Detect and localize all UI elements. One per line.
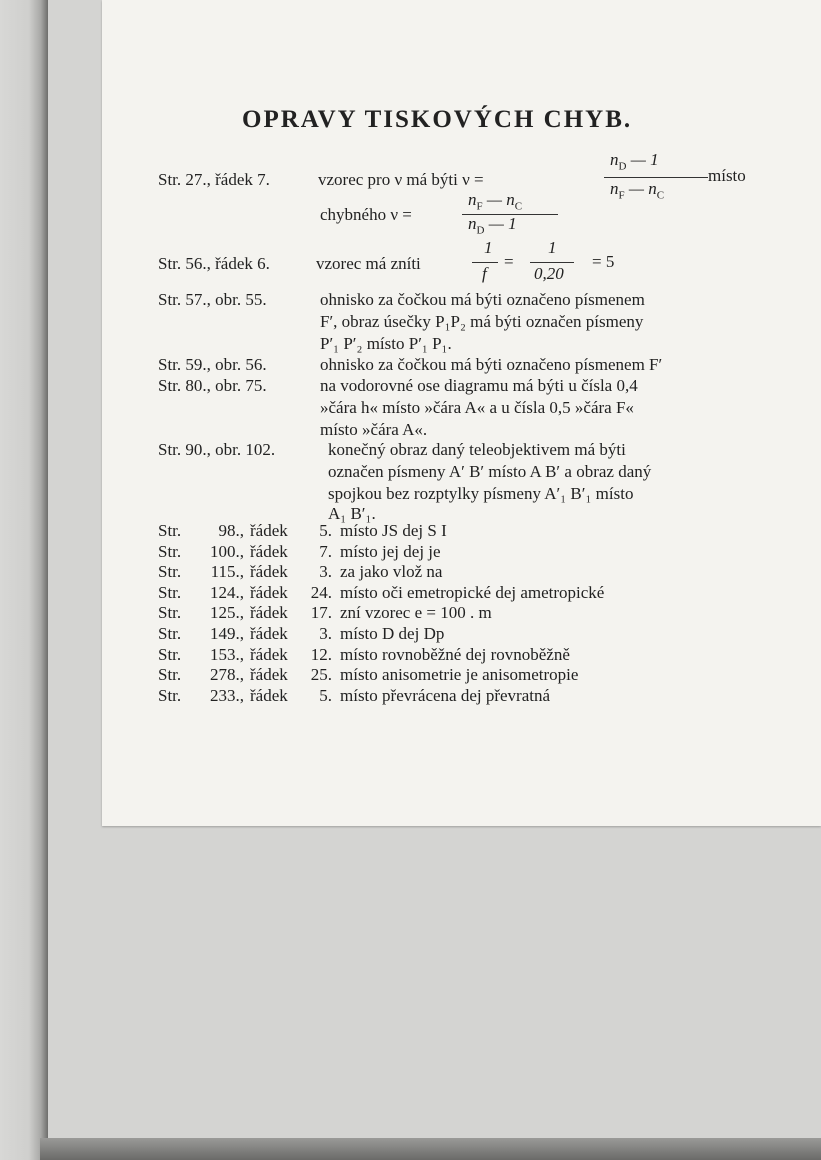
row-correction: zní vzorec e = 100 . m	[340, 603, 492, 623]
row-label: řádek	[250, 603, 288, 623]
entry-text: A₁ B′₁.	[328, 504, 376, 523]
row-correction: místo rovnoběžné dej rovnoběžně	[340, 644, 570, 664]
entry-ref: Str. 90., obr. 102.	[158, 440, 276, 459]
formula-numerator: $n_D$ — 1	[610, 150, 659, 173]
formula-numerator: $n_F$ — $n_C$	[468, 190, 523, 213]
row-correction: místo převrácena dej převratná	[340, 685, 551, 705]
row-page: 149.,	[210, 624, 244, 643]
errata-sheet	[102, 0, 821, 826]
entry-text: spojkou bez rozptylky písmeny A′₁ B′₁ místo	[328, 484, 634, 503]
book-spine	[0, 0, 48, 1160]
row-line-number: 3.	[319, 562, 332, 582]
entry-text: vzorec má zníti	[316, 254, 421, 273]
formula-denominator: $n_F$ — $n_C$	[610, 179, 665, 202]
entry-ref: Str. 56., řádek 6.	[158, 254, 270, 273]
row-str: Str.	[158, 644, 182, 664]
row-str: Str.	[158, 685, 182, 705]
entry-text: na vodorovné ose diagramu má býti u čísla 0,4	[320, 376, 638, 395]
book-edge	[40, 1138, 821, 1160]
formula-equals: =	[504, 252, 514, 271]
row-correction: místo JS dej S I	[340, 521, 447, 540]
entry-text: místo	[708, 166, 746, 185]
row-page: 98.,	[218, 521, 244, 540]
row-label: řádek	[250, 685, 288, 705]
formula-denominator: f	[482, 264, 487, 283]
formula-denominator: 0,20	[534, 264, 564, 283]
entry-text: místo »čára A«.	[320, 420, 428, 439]
fraction-line	[604, 177, 708, 178]
entry-ref: Str. 59., obr. 56.	[158, 355, 267, 374]
row-str: Str.	[158, 562, 182, 582]
entry-text: »čára h« místo »čára A« a u čísla 0,5 »čára F«	[320, 398, 634, 417]
entry-ref: Str. 80., obr. 75.	[158, 376, 267, 395]
row-str: Str.	[158, 582, 182, 602]
entry-text: ohnisko za čočkou má býti označeno písmenem F′	[320, 355, 663, 374]
entry-text: F′, obraz úsečky P₁P₂ má býti označen písmeny	[320, 312, 644, 331]
row-str: Str.	[158, 624, 182, 643]
formula-numerator: 1	[484, 238, 493, 257]
fraction-line	[472, 262, 498, 263]
row-page: 278.,	[210, 665, 244, 685]
row-line-number: 17.	[310, 603, 332, 623]
row-line-number: 3.	[319, 624, 332, 643]
entry-text: označen písmeny A′ B′ místo A B′ a obraz daný	[328, 462, 652, 481]
entry-text: ohnisko za čočkou má býti označeno písmenem	[320, 290, 645, 309]
row-page: 233.,	[210, 685, 244, 705]
row-correction: místo oči emetropické dej ametropické	[340, 582, 605, 602]
row-page: 124.,	[210, 582, 244, 602]
row-line-number: 7.	[319, 541, 332, 561]
row-label: řádek	[250, 665, 288, 685]
row-correction: místo anisometrie je anisometropie	[340, 665, 579, 685]
row-page: 100.,	[210, 541, 244, 561]
fraction-line	[530, 262, 574, 263]
entry-ref: Str. 57., obr. 55.	[158, 290, 267, 309]
formula-denominator: $n_D$ — 1	[468, 214, 517, 237]
row-label: řádek	[250, 562, 288, 582]
formula-numerator: 1	[548, 238, 557, 257]
row-line-number: 5.	[319, 521, 332, 540]
row-label: řádek	[250, 582, 288, 602]
row-line-number: 24.	[310, 582, 332, 602]
row-line-number: 5.	[319, 685, 332, 705]
row-str: Str.	[158, 603, 182, 623]
row-label: řádek	[250, 541, 288, 561]
entry-text: konečný obraz daný teleobjektivem má býti	[328, 440, 626, 459]
row-correction: místo jej dej je	[340, 541, 441, 561]
entry-text: vzorec pro ν má býti ν =	[318, 170, 484, 189]
row-label: řádek	[250, 644, 288, 664]
page-title: OPRAVY TISKOVÝCH CHYB.	[242, 106, 633, 133]
row-correction: místo D dej Dp	[340, 624, 445, 643]
row-line-number: 25.	[310, 665, 332, 685]
row-str: Str.	[158, 541, 182, 561]
entry-text: chybného ν =	[320, 205, 412, 224]
row-page: 125.,	[210, 603, 244, 623]
row-page: 153.,	[210, 644, 244, 664]
row-str: Str.	[158, 521, 182, 540]
row-line-number: 12.	[310, 644, 332, 664]
row-correction: za jako vlož na	[340, 562, 443, 582]
row-page: 115.,	[210, 562, 244, 582]
formula-result: = 5	[592, 252, 615, 271]
row-str: Str.	[158, 665, 182, 685]
entry-text: P′₁ P′₂ místo P′₁ P₁.	[320, 334, 452, 353]
entry-ref: Str. 27., řádek 7.	[158, 170, 270, 189]
row-label: řádek	[250, 521, 288, 540]
row-label: řádek	[250, 624, 288, 643]
